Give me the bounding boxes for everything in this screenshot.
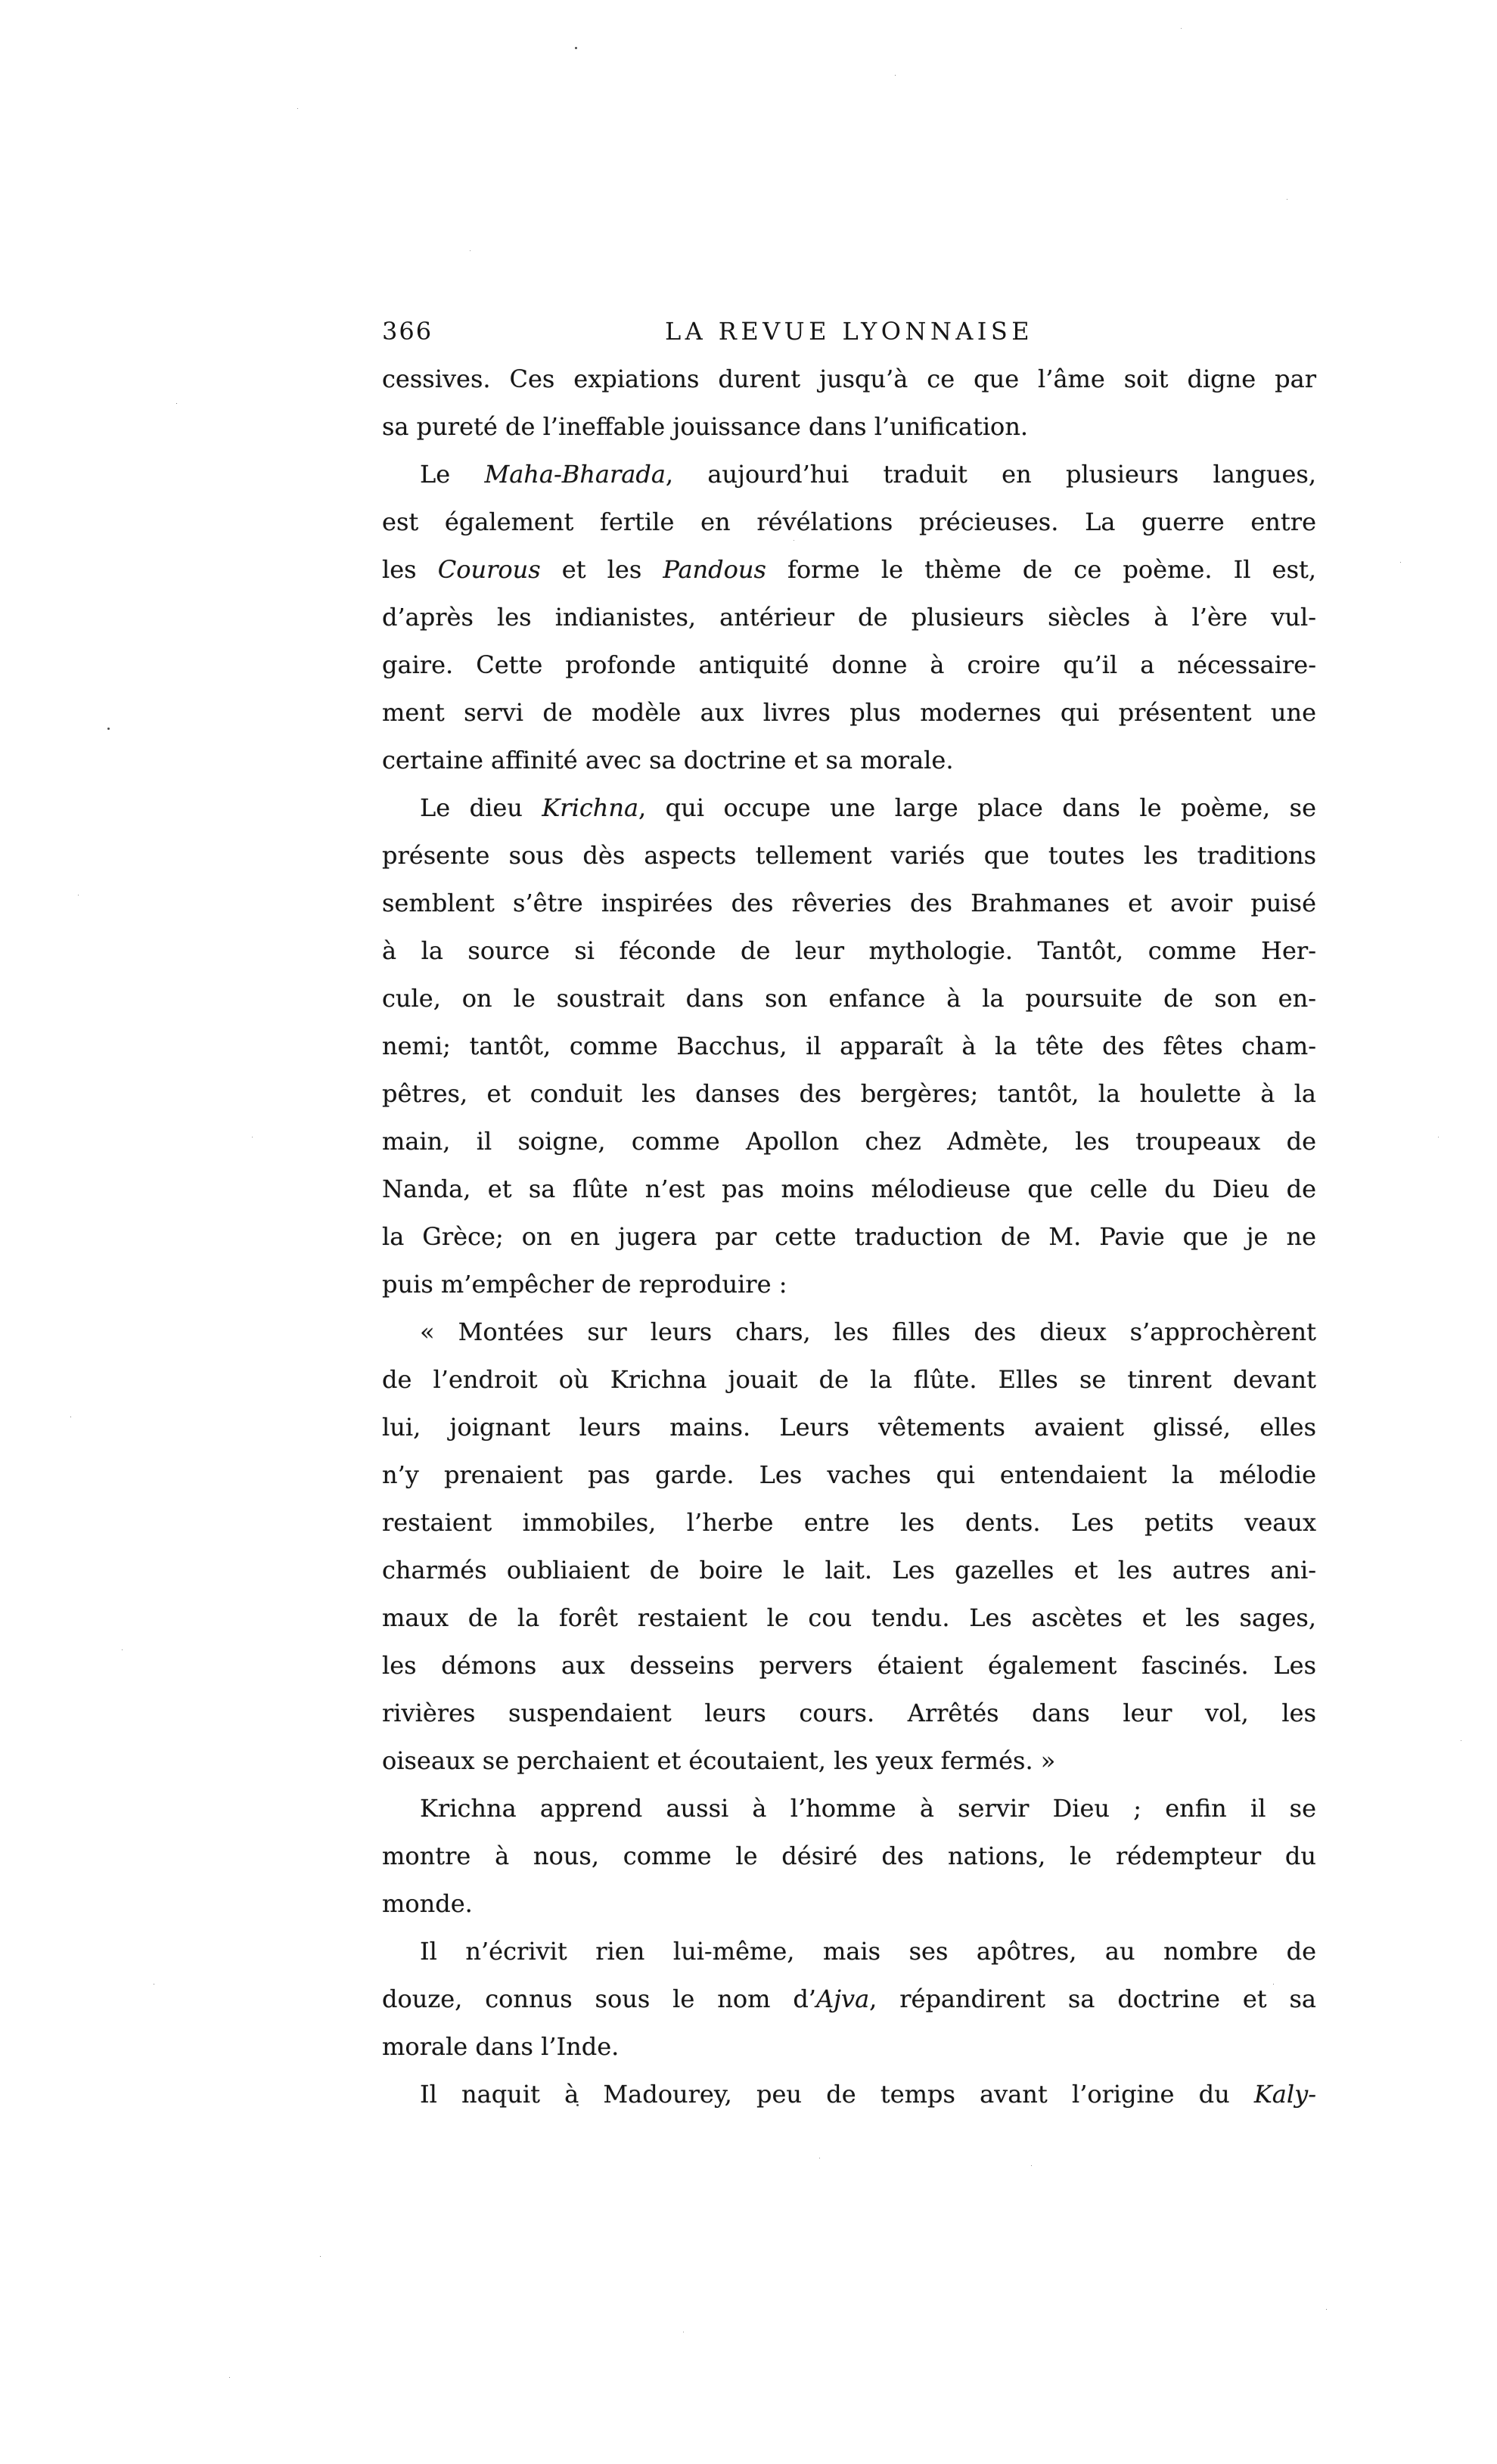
text-segment: sa pureté de l’ineffable jouissance dans l’unification. [382, 412, 1029, 441]
text-line [382, 1594, 1316, 1642]
text-segment: oiseaux se perchaient et écoutaient, les yeux fermés. » [382, 1746, 1056, 1775]
text-segment: à la source si féconde de leur mythologie. Tantôt, comme Her- [382, 936, 1316, 965]
text-segment: Le [420, 460, 485, 489]
text-segment: pêtres, et conduit les danses des bergères; tantôt, la houlette à la [382, 1079, 1316, 1108]
text-segment: morale dans l’Inde. [382, 2032, 620, 2061]
text-segment: main, il soigne, comme Apollon chez Admète, les troupeaux de [382, 1127, 1316, 1156]
text-line [382, 1070, 1316, 1118]
text-segment: et les [540, 555, 663, 584]
text-segment: Il naquit à Madourey, peu de temps avant l’origine du [420, 2080, 1254, 2109]
text-line [382, 975, 1316, 1023]
text-segment: cessives. Ces expiations durent jusqu’à ce que l’âme soit digne par [382, 365, 1316, 393]
text-line [382, 1785, 1316, 1832]
text-line [382, 1165, 1316, 1213]
text-segment: Il n’écrivit rien lui-même, mais ses apôtres, au nombre de [420, 1937, 1316, 1966]
paragraph [382, 784, 1316, 1308]
text-segment: présente sous dès aspects tellement variés que toutes les traditions [382, 841, 1316, 870]
text-line [382, 2071, 1316, 2118]
text-segment: la Grèce; on en jugera par cette traduction de M. Pavie que je ne [382, 1222, 1316, 1251]
text-segment: Krichna apprend aussi à l’homme à servir Dieu ; enfin il se [420, 1794, 1316, 1823]
text-line [382, 1023, 1316, 1070]
text-line [382, 927, 1316, 975]
italic-text-segment: Pandous [663, 555, 766, 584]
scan-noise [0, 0, 2, 2]
paragraph [382, 1785, 1316, 1928]
text-line [382, 1642, 1316, 1690]
running-title: LA REVUE LYONNAISE [664, 317, 1034, 346]
text-line [382, 832, 1316, 880]
text-line [382, 1308, 1316, 1356]
text-segment: restaient immobiles, l’herbe entre les dents. Les petits veaux [382, 1508, 1316, 1537]
text-line [382, 403, 1316, 451]
text-segment: ment servi de modèle aux livres plus modernes qui présentent une [382, 698, 1316, 727]
text-line [382, 1118, 1316, 1165]
text-segment: , qui occupe une large place dans le poème, se [638, 793, 1317, 822]
text-segment: Le dieu [420, 793, 542, 822]
text-segment: , répandirent sa doctrine et sa [869, 1985, 1316, 2013]
paragraph [382, 2071, 1316, 2118]
text-line [382, 1737, 1316, 1785]
text-line [382, 737, 1316, 784]
page-header [382, 308, 1316, 355]
italic-text-segment: Ajva [815, 1985, 870, 2013]
text-segment: lui, joignant leurs mains. Leurs vêtements avaient glissé, elles [382, 1413, 1316, 1441]
italic-text-segment: Courous [437, 555, 541, 584]
text-line [382, 1261, 1316, 1308]
text-line [382, 641, 1316, 689]
text-segment: douze, connus sous le nom d’ [382, 1985, 816, 2013]
text-segment: monde. [382, 1889, 473, 1918]
text-line [382, 1213, 1316, 1261]
text-segment: d’après les indianistes, antérieur de plusieurs siècles à l’ère vul- [382, 603, 1316, 632]
text-segment: rivières suspendaient leurs cours. Arrêtés dans leur vol, les [382, 1699, 1316, 1727]
page-body [382, 355, 1316, 2118]
text-line [382, 1690, 1316, 1737]
italic-text-segment: Krichna [542, 793, 639, 822]
paragraph [382, 355, 1316, 451]
text-line [382, 451, 1316, 498]
text-line [382, 784, 1316, 832]
text-segment: cule, on le soustrait dans son enfance à la poursuite de son en- [382, 984, 1316, 1013]
text-segment: de l’endroit où Krichna jouait de la flûte. Elles se tinrent devant [382, 1365, 1316, 1394]
text-line [382, 1451, 1316, 1499]
text-segment: les démons aux desseins pervers étaient également fascinés. Les [382, 1651, 1316, 1680]
text-line [382, 1928, 1316, 1975]
text-line [382, 689, 1316, 737]
text-segment: Nanda, et sa flûte n’est pas moins mélodieuse que celle du Dieu de [382, 1175, 1316, 1203]
text-segment: les [382, 555, 438, 584]
text-line [382, 1975, 1316, 2023]
paragraph [382, 1928, 1316, 2071]
text-segment: , aujourd’hui traduit en plusieurs langues, [665, 460, 1316, 489]
text-line [382, 594, 1316, 641]
text-line [382, 498, 1316, 546]
text-segment: maux de la forêt restaient le cou tendu. Les ascètes et les sages, [382, 1603, 1316, 1632]
text-segment: certaine affinité avec sa doctrine et sa morale. [382, 746, 954, 774]
italic-text-segment: Kaly- [1253, 2080, 1316, 2109]
text-line [382, 1832, 1316, 1880]
text-line [382, 1880, 1316, 1928]
text-segment: semblent s’être inspirées des rêveries des Brahmanes et avoir puisé [382, 889, 1316, 917]
paragraph [382, 451, 1316, 784]
text-line [382, 1404, 1316, 1451]
text-line [382, 1547, 1316, 1594]
text-line [382, 1356, 1316, 1404]
italic-text-segment: Maha-Bharada [484, 460, 666, 489]
text-segment: nemi; tantôt, comme Bacchus, il apparaît à la tête des fêtes cham- [382, 1032, 1316, 1060]
text-line [382, 1499, 1316, 1547]
text-line [382, 355, 1316, 403]
text-segment: est également fertile en révélations précieuses. La guerre entre [382, 507, 1316, 536]
text-segment: gaire. Cette profonde antiquité donne à croire qu’il a nécessaire- [382, 650, 1316, 679]
text-segment: montre à nous, comme le désiré des nations, le rédempteur du [382, 1842, 1316, 1870]
text-segment: n’y prenaient pas garde. Les vaches qui entendaient la mélodie [382, 1460, 1316, 1489]
paragraph [382, 1308, 1316, 1785]
text-segment: forme le thème de ce poème. Il est, [766, 555, 1317, 584]
text-line [382, 880, 1316, 927]
page-number: 366 [382, 317, 433, 346]
text-segment: puis m’empêcher de reproduire : [382, 1270, 787, 1299]
text-line [382, 2023, 1316, 2071]
text-segment: charmés oubliaient de boire le lait. Les gazelles et les autres ani- [382, 1556, 1316, 1584]
text-line [382, 546, 1316, 594]
text-segment: « Montées sur leurs chars, les filles des dieux s’approchèrent [420, 1317, 1316, 1346]
